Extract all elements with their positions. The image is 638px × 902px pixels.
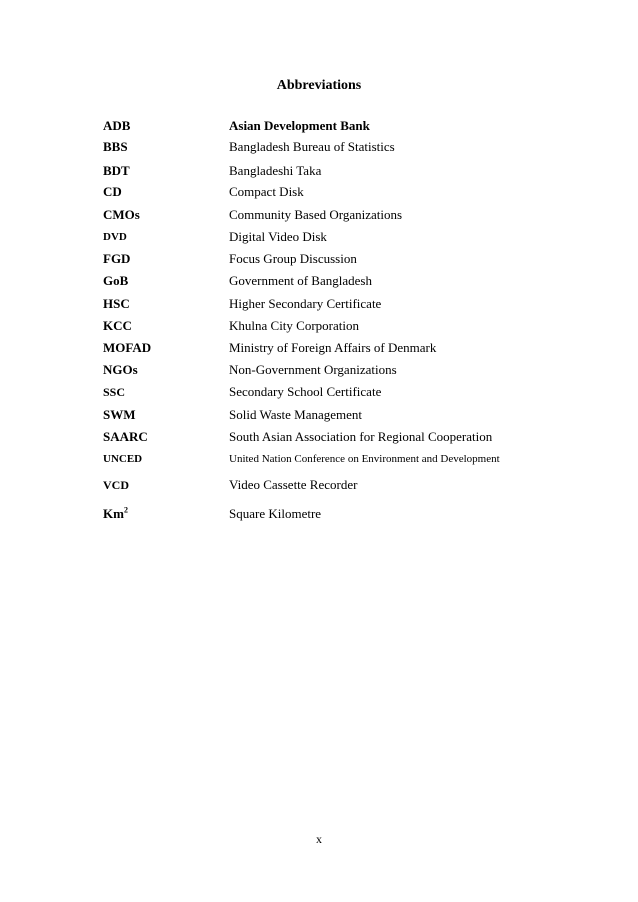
abbreviation-definition: South Asian Association for Regional Cooperation — [229, 429, 493, 444]
abbreviation-definition: Community Based Organizations — [229, 207, 403, 222]
abbreviation-definition: Non-Government Organizations — [229, 362, 397, 377]
abbreviation-term: BDT — [103, 163, 130, 178]
abbreviation-term: KCC — [103, 318, 132, 333]
abbreviation-definition: Digital Video Disk — [229, 229, 327, 244]
abbreviation-row — [103, 476, 603, 494]
abbreviation-row — [103, 250, 603, 268]
abbreviation-term: SWM — [103, 407, 136, 422]
abbreviation-definition: Focus Group Discussion — [229, 251, 357, 266]
abbreviation-row — [103, 383, 603, 401]
abbreviation-row — [103, 339, 603, 357]
abbreviation-row — [103, 317, 603, 335]
abbreviation-row — [103, 361, 603, 379]
abbreviation-definition: Government of Bangladesh — [229, 273, 372, 288]
abbreviation-term: HSC — [103, 296, 130, 311]
abbreviation-term: CMOs — [103, 207, 140, 222]
abbreviation-row — [103, 428, 603, 446]
abbreviation-term: SAARC — [103, 429, 148, 444]
abbreviation-term: SSC — [103, 385, 126, 399]
abbreviation-definition: Video Cassette Recorder — [229, 477, 358, 492]
abbreviation-definition: United Nation Conference on Environment and Development — [229, 453, 500, 465]
abbreviation-term: CD — [103, 184, 122, 199]
abbreviation-term-base: Km — [103, 506, 124, 521]
abbreviation-term-superscript: 2 — [123, 505, 128, 515]
abbreviation-term — [103, 505, 128, 523]
abbreviation-term: ADB — [103, 118, 131, 133]
abbreviation-row — [103, 450, 603, 468]
abbreviation-row — [103, 206, 603, 224]
abbreviation-definition: Secondary School Certificate — [229, 384, 382, 399]
abbreviation-term: NGOs — [103, 362, 138, 377]
abbreviation-term: VCD — [103, 478, 129, 492]
abbreviation-definition: Higher Secondary Certificate — [229, 296, 382, 311]
abbreviation-term: MOFAD — [103, 340, 152, 355]
abbreviation-term: FGD — [103, 251, 131, 266]
abbreviation-term: UNCED — [103, 453, 143, 465]
abbreviation-definition: Bangladesh Bureau of Statistics — [229, 139, 395, 154]
abbreviation-row — [103, 228, 603, 246]
abbreviation-definition: Compact Disk — [229, 184, 304, 199]
abbreviation-term: BBS — [103, 139, 128, 154]
abbreviation-row — [103, 406, 603, 424]
abbreviation-definition: Asian Development Bank — [229, 118, 370, 133]
abbreviation-term: GoB — [103, 273, 129, 288]
abbreviation-definition: Bangladeshi Taka — [229, 163, 322, 178]
page-number: x — [316, 832, 322, 846]
abbreviation-row — [103, 162, 603, 180]
abbreviation-definition: Square Kilometre — [229, 506, 322, 521]
abbreviation-row — [103, 138, 603, 156]
abbreviation-row — [103, 117, 603, 135]
abbreviation-row — [103, 272, 603, 290]
abbreviation-definition: Khulna City Corporation — [229, 318, 359, 333]
abbreviation-row — [103, 295, 603, 313]
abbreviation-row — [103, 505, 603, 523]
abbreviation-definition: Solid Waste Management — [229, 407, 363, 422]
abbreviation-definition: Ministry of Foreign Affairs of Denmark — [229, 340, 437, 355]
page-title: Abbreviations — [276, 78, 362, 93]
abbreviation-row — [103, 183, 603, 201]
abbreviation-term: DVD — [103, 231, 127, 243]
